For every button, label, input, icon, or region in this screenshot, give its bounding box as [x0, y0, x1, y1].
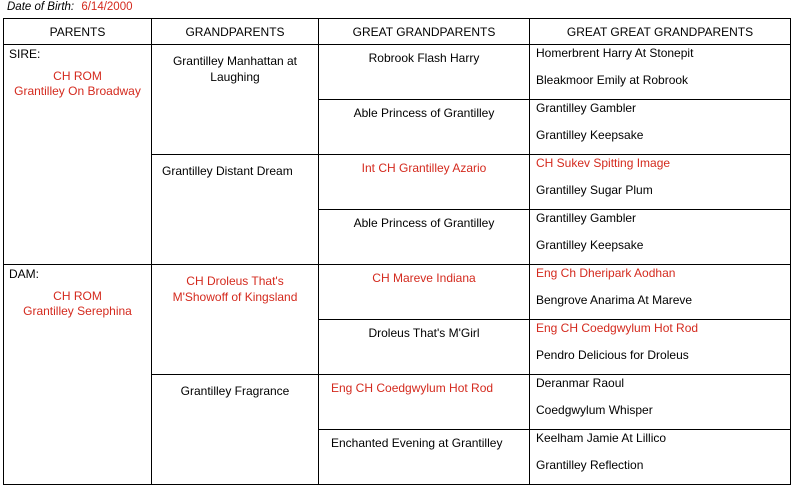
ggp-pair-5	[530, 265, 791, 320]
ggp-7b: Coedgwylum Whisper	[536, 403, 653, 417]
sire-registered-name: Grantilley On Broadway	[14, 84, 141, 98]
ggp-5a: Eng Ch Dheripark Aodhan	[536, 266, 676, 280]
grandparent-dam-sire: CH Droleus That's M'Showoff of Kingsland	[152, 265, 319, 375]
great-grandparent-1: Robrook Flash Harry	[319, 45, 530, 100]
pedigree-table	[3, 18, 791, 485]
ggp-pair-8	[530, 430, 791, 485]
ggp-pair-3	[530, 155, 791, 210]
ggp-6b: Pendro Delicious for Droleus	[536, 348, 689, 362]
grandparent-sire-dam: Grantilley Distant Dream	[152, 155, 319, 265]
ggp-2a: Grantilley Gambler	[536, 101, 637, 115]
header-great-great-grandparents: GREAT GREAT GRANDPARENTS	[530, 19, 791, 45]
ggp-pair-7	[530, 375, 791, 430]
great-grandparent-6: Droleus That's M'Girl	[319, 320, 530, 375]
great-grandparent-4: Able Princess of Grantilley	[319, 210, 530, 265]
great-grandparent-3: Int CH Grantilley Azario	[319, 155, 530, 210]
header-row	[4, 19, 791, 45]
sire-title: CH ROM	[53, 69, 102, 83]
ggp-8a: Keelham Jamie At Lillico	[536, 431, 667, 445]
dob-label: Date of Birth:	[7, 1, 75, 13]
ggp-pair-1	[530, 45, 791, 100]
ggp-2b: Grantilley Keepsake	[536, 128, 644, 142]
ggp-4b: Grantilley Keepsake	[536, 238, 644, 252]
ggp-pair-6	[530, 320, 791, 375]
ggp-3a: CH Sukev Spitting Image	[536, 156, 671, 170]
great-grandparent-2: Able Princess of Grantilley	[319, 100, 530, 155]
ggp-1a: Homerbrent Harry At Stonepit	[536, 46, 694, 60]
ggp-pair-4	[530, 210, 791, 265]
grandparent-sire-sire: Grantilley Manhattan at Laughing	[152, 45, 319, 155]
header-grandparents: GRANDPARENTS	[152, 19, 319, 45]
sire-cell	[4, 45, 152, 265]
dob-value: 6/14/2000	[81, 1, 133, 13]
dam-tag: DAM:	[9, 267, 39, 281]
sire-name	[4, 69, 151, 99]
ggp-7a: Deranmar Raoul	[536, 376, 625, 390]
ggp-1b: Bleakmoor Emily at Robrook	[536, 73, 689, 87]
dam-cell	[4, 265, 152, 485]
date-of-birth	[7, 0, 133, 16]
ggp-5b: Bengrove Anarima At Mareve	[536, 293, 693, 307]
dam-registered-name: Grantilley Serephina	[23, 304, 132, 318]
ggp-8b: Grantilley Reflection	[536, 458, 644, 472]
ggp-4a: Grantilley Gambler	[536, 211, 637, 225]
ggp-pair-2	[530, 100, 791, 155]
dam-title: CH ROM	[53, 289, 102, 303]
header-great-grandparents: GREAT GRANDPARENTS	[319, 19, 530, 45]
ggp-6a: Eng CH Coedgwylum Hot Rod	[536, 321, 699, 335]
great-grandparent-7: Eng CH Coedgwylum Hot Rod	[319, 375, 530, 430]
header-parents: PARENTS	[4, 19, 152, 45]
dam-name	[4, 289, 151, 319]
great-grandparent-8: Enchanted Evening at Grantilley	[319, 430, 530, 485]
great-grandparent-5: CH Mareve Indiana	[319, 265, 530, 320]
ggp-3b: Grantilley Sugar Plum	[536, 183, 653, 197]
sire-tag: SIRE:	[9, 47, 41, 61]
grandparent-dam-dam: Grantilley Fragrance	[152, 375, 319, 485]
